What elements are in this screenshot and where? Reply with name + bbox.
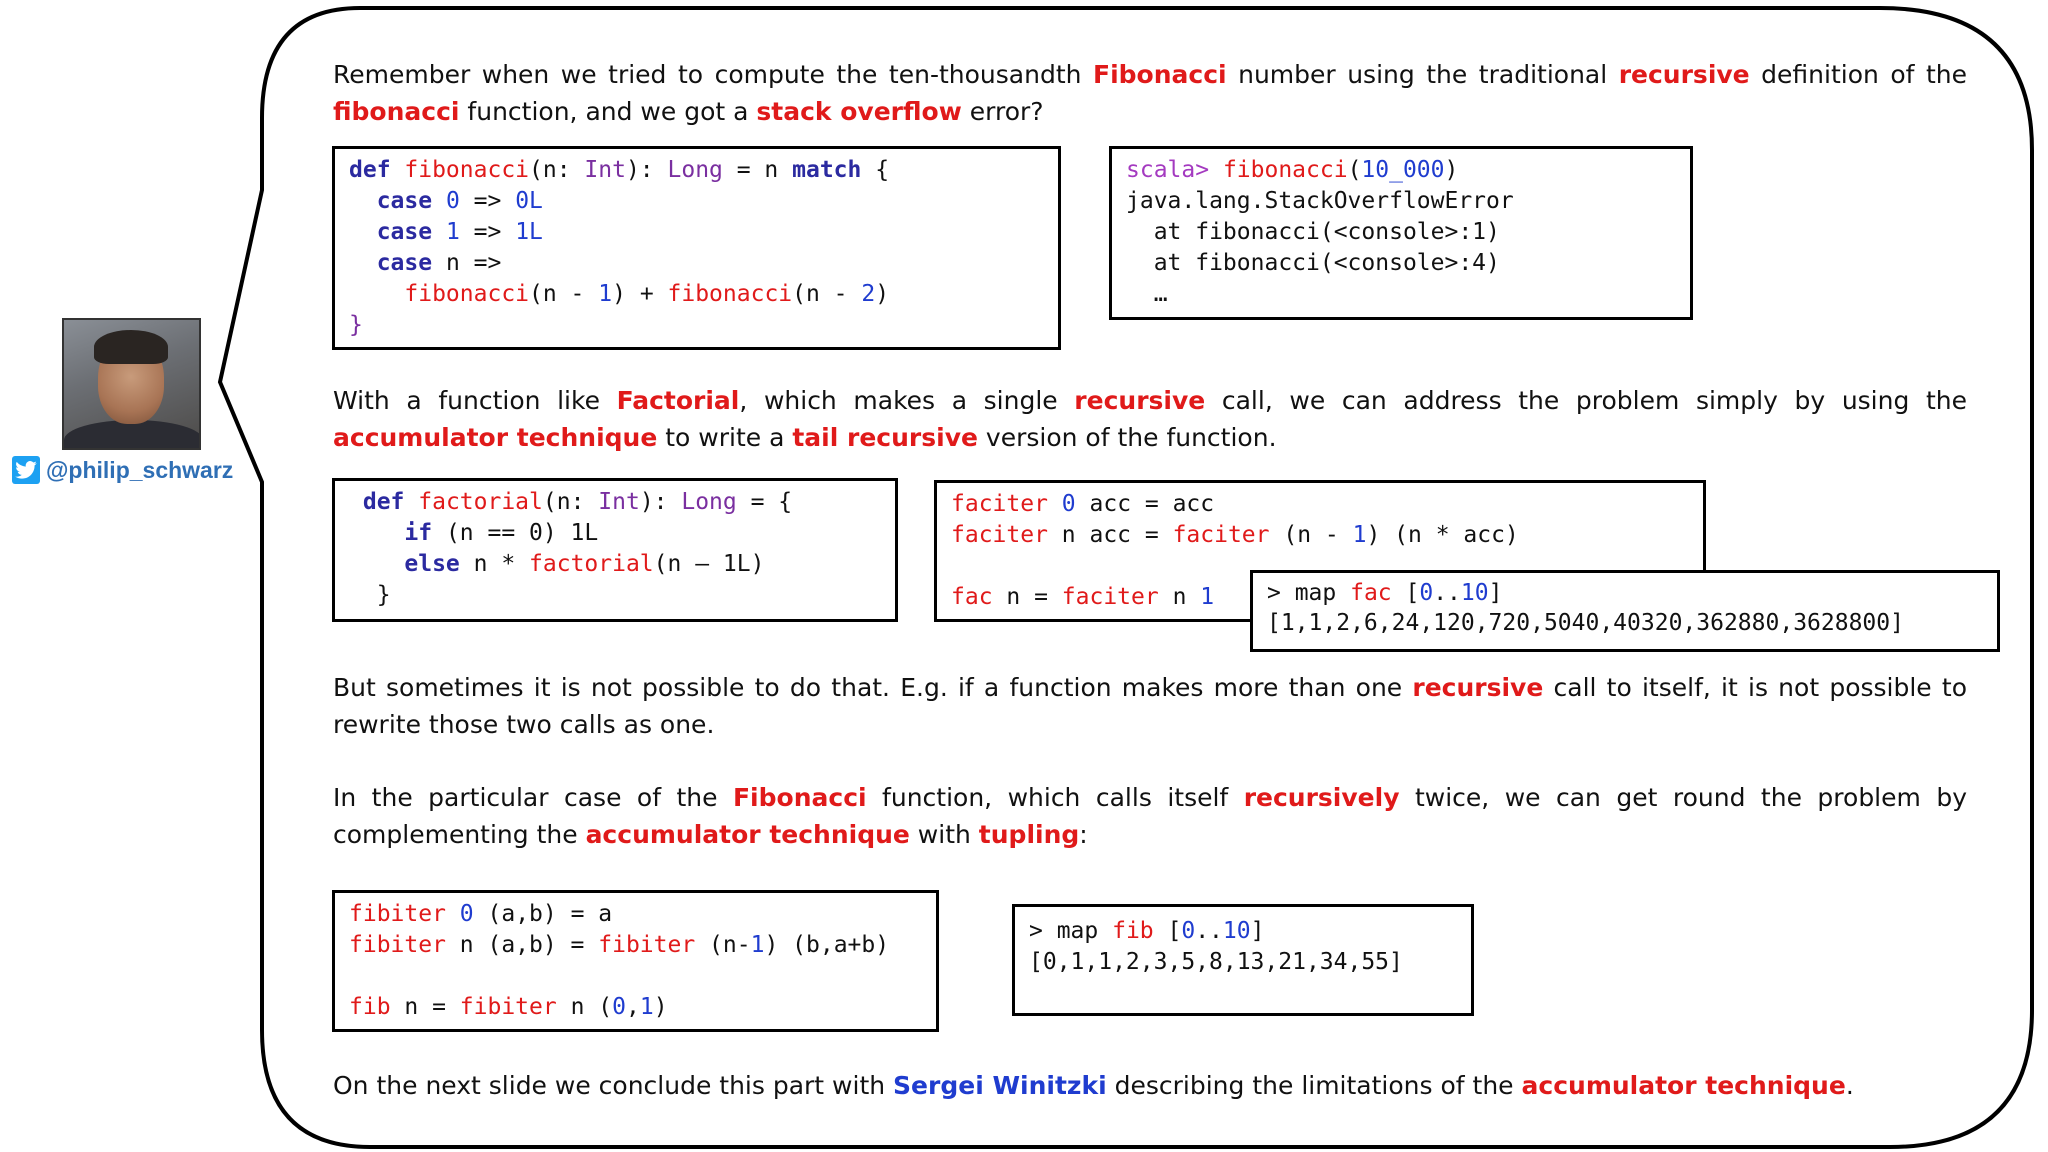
twitter-icon <box>12 456 40 484</box>
author-avatar <box>62 318 201 450</box>
intro-paragraph: Remember when we tried to compute the ten-thousandth Fibonacci number using the traditional recursive definition of the fibonacci function, and we got a stack overflow error? <box>333 60 1968 126</box>
scala-repl-output: scala> fibonacci(10_000) java.lang.StackOverflowError at fibonacci(<console>:1) at fibonacci(<console>:4) … <box>1109 146 1693 320</box>
factorial-paragraph: With a function like Factorial, which makes a single recursive call, we can address the problem simply by using the accumulator technique to write a tail recursive version of the function. <box>333 386 1968 452</box>
fac-repl-output: > map fac [0..10] [1,1,2,6,24,120,720,5040,40320,362880,3628800] <box>1250 570 2000 652</box>
fibiter-code-block: fibiter 0 (a,b) = a fibiter n (a,b) = fibiter (n-1) (b,a+b) fib n = fibiter n (0,1) <box>332 890 939 1032</box>
fib-repl-output: > map fib [0..10] [0,1,1,2,3,5,8,13,21,34,55] <box>1012 904 1474 1016</box>
author-handle[interactable] <box>12 456 233 484</box>
conclusion-paragraph: On the next slide we conclude this part with Sergei Winitzki describing the limitations of the accumulator technique. <box>333 1071 1854 1100</box>
handle-text: @philip_schwarz <box>46 456 234 483</box>
faciter-code-block: faciter 0 acc = acc faciter n acc = faciter (n - 1) (n * acc) fac n = faciter n 1 <box>934 480 1706 622</box>
limitation-paragraph: But sometimes it is not possible to do that. E.g. if a function makes more than one recursive call to itself, it is not possible to rewrite those two calls as one. <box>333 673 1967 739</box>
tupling-paragraph: In the particular case of the Fibonacci function, which calls itself recursively twice, we can get round the problem by complementing the accumulator technique with tupling: <box>333 783 1967 849</box>
fibonacci-code-block: def fibonacci(n: Int): Long = n match { case 0 => 0L case 1 => 1L case n => fibonacci(n - 1) + fibonacci(n - 2) } <box>332 146 1061 350</box>
factorial-code-block: def factorial(n: Int): Long = { if (n == 0) 1L else n * factorial(n – 1L) } <box>332 478 898 622</box>
